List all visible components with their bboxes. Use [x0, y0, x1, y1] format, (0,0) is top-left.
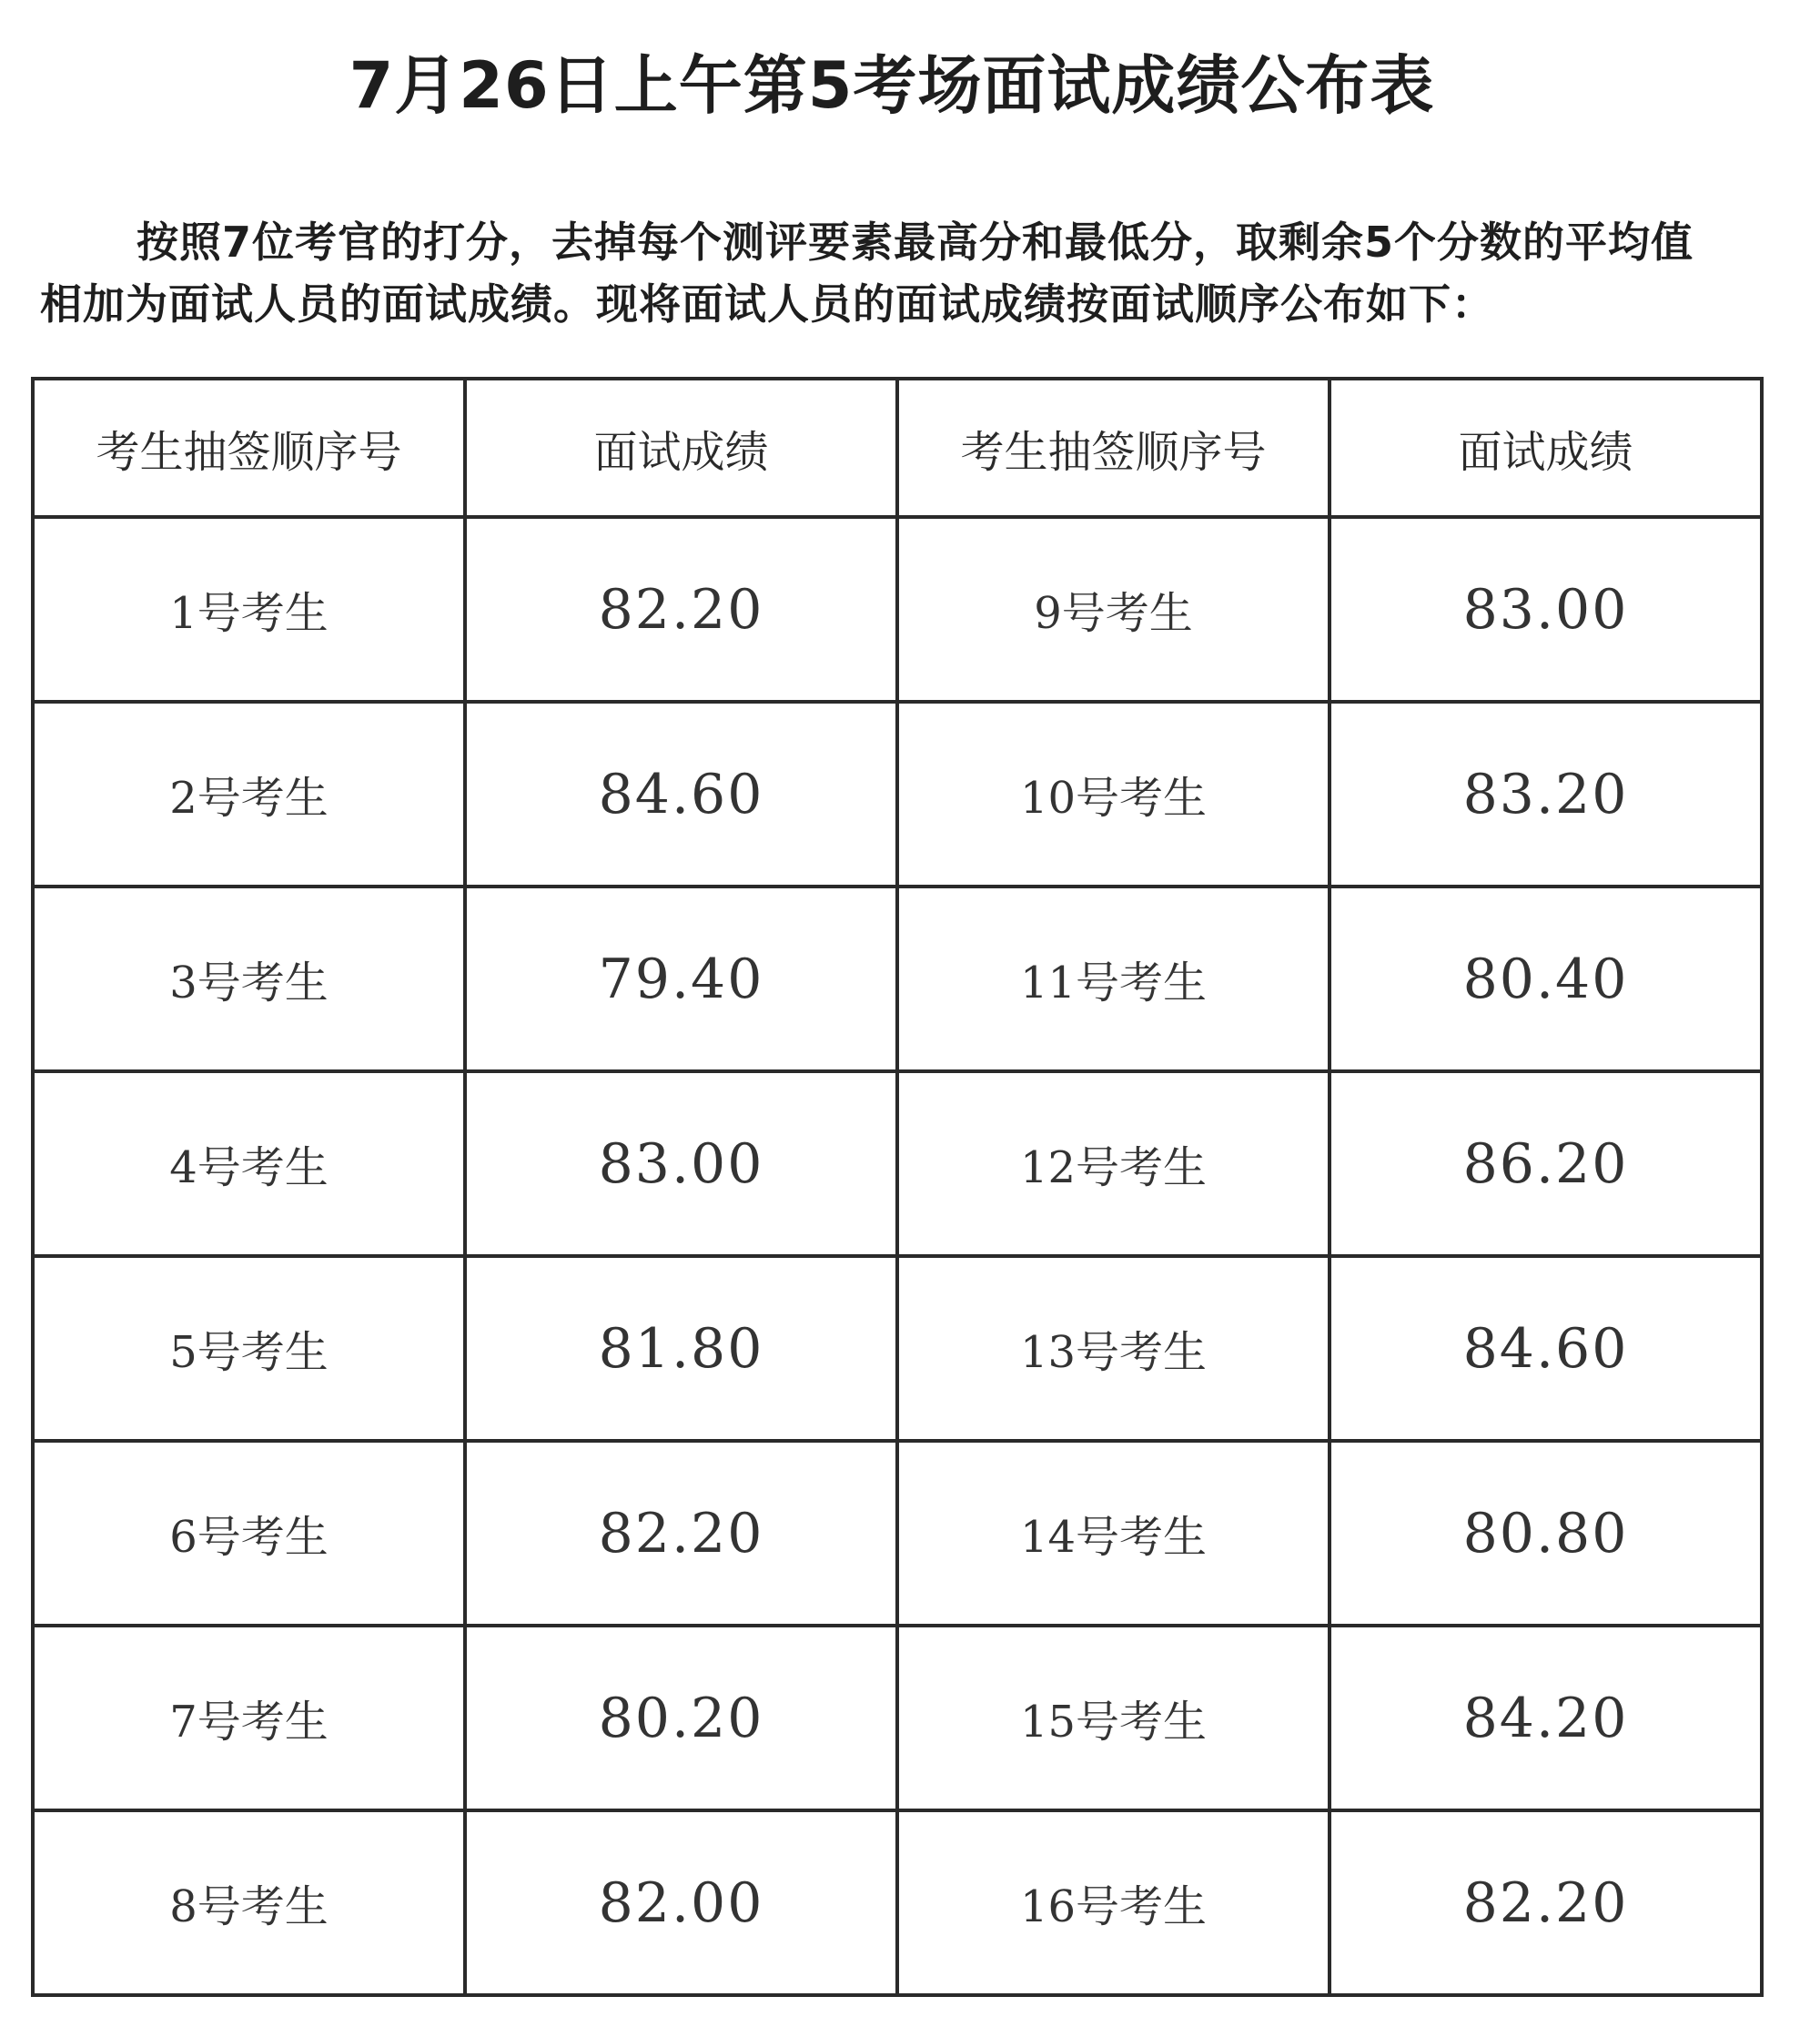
candidate-id-cell: 7号考生 [33, 1626, 465, 1810]
candidate-id-cell: 8号考生 [33, 1810, 465, 1995]
score-cell: 80.40 [1330, 887, 1762, 1071]
score-cell: 84.60 [1330, 1256, 1762, 1441]
table-row [33, 702, 1762, 887]
candidate-id-cell: 16号考生 [897, 1810, 1330, 1995]
candidate-id-cell: 14号考生 [897, 1441, 1330, 1626]
candidate-id-cell: 15号考生 [897, 1626, 1330, 1810]
candidate-id-cell: 6号考生 [33, 1441, 465, 1626]
score-cell: 79.40 [465, 887, 897, 1071]
table-row [33, 1626, 1762, 1810]
table-row [33, 1071, 1762, 1256]
table-row [33, 1256, 1762, 1441]
table-row [33, 517, 1762, 702]
candidate-id-cell: 9号考生 [897, 517, 1330, 702]
score-cell: 83.20 [1330, 702, 1762, 887]
column-header-score: 面试成绩 [1330, 379, 1762, 517]
candidate-id-cell: 3号考生 [33, 887, 465, 1071]
candidate-id-cell: 10号考生 [897, 702, 1330, 887]
score-cell: 80.80 [1330, 1441, 1762, 1626]
table-row [33, 1810, 1762, 1995]
table-row [33, 1441, 1762, 1626]
score-cell: 83.00 [465, 1071, 897, 1256]
intro-paragraph: 按照7位考官的打分，去掉每个测评要素最高分和最低分，取剩余5个分数的平均值相加为面试人员的面试成绩。现将面试人员的面试成绩按面试顺序公布如下： [40, 218, 1694, 329]
candidate-id-cell: 12号考生 [897, 1071, 1330, 1256]
score-cell: 82.20 [1330, 1810, 1762, 1995]
candidate-id-cell: 4号考生 [33, 1071, 465, 1256]
score-cell: 83.00 [1330, 517, 1762, 702]
score-cell: 81.80 [465, 1256, 897, 1441]
column-header-score: 面试成绩 [465, 379, 897, 517]
score-cell: 80.20 [465, 1626, 897, 1810]
score-table [31, 377, 1764, 1997]
table-row [33, 887, 1762, 1071]
candidate-id-cell: 1号考生 [33, 517, 465, 702]
score-cell: 82.00 [465, 1810, 897, 1995]
candidate-id-cell: 11号考生 [897, 887, 1330, 1071]
page-title: 7月26日上午第5考场面试成绩公布表 [349, 48, 1435, 123]
candidate-id-cell: 13号考生 [897, 1256, 1330, 1441]
table-header-row [33, 379, 1762, 517]
score-cell: 84.20 [1330, 1626, 1762, 1810]
candidate-id-cell: 5号考生 [33, 1256, 465, 1441]
column-header-candidate-id: 考生抽签顺序号 [897, 379, 1330, 517]
score-cell: 82.20 [465, 1441, 897, 1626]
candidate-id-cell: 2号考生 [33, 702, 465, 887]
column-header-candidate-id: 考生抽签顺序号 [33, 379, 465, 517]
score-cell: 86.20 [1330, 1071, 1762, 1256]
score-cell: 82.20 [465, 517, 897, 702]
score-cell: 84.60 [465, 702, 897, 887]
